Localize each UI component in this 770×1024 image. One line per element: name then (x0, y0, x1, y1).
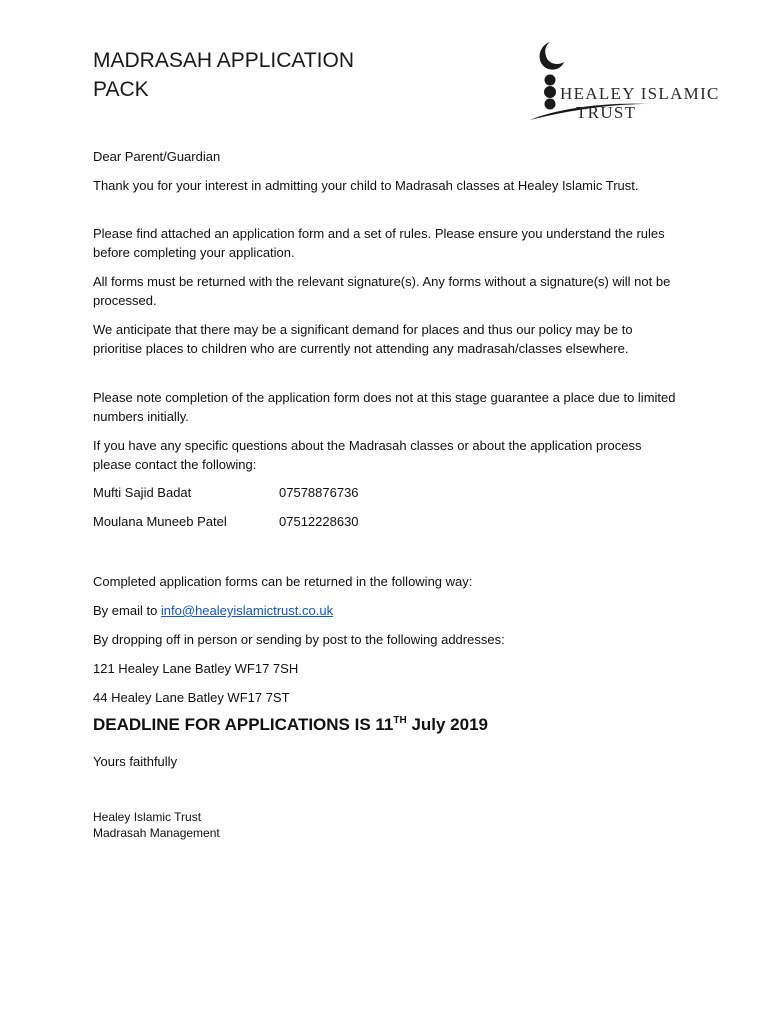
paragraph-thanks: Thank you for your interest in admitting your child to Madrasah classes at Healey Islamic Trust. (93, 178, 639, 193)
returns-intro: Completed application forms can be returned in the following way: (93, 574, 473, 589)
email-prefix: By email to (93, 603, 161, 618)
signature-org: Healey Islamic Trust (93, 810, 202, 824)
deadline-ordinal: TH (393, 715, 407, 726)
email-link[interactable]: info@healeyislamictrust.co.uk (160, 603, 334, 618)
title-line-2: PACK (93, 78, 149, 101)
paragraph-demand: We anticipate that there may be a significant demand for places and thus our policy may be to prioritise places to children who are currently not attending any madrasah/classes elsewhere. (93, 322, 633, 357)
page-title (93, 46, 354, 104)
contact-name: Mufti Sajid Badat (93, 485, 192, 500)
logo-text-line-2: TRUST (576, 103, 637, 122)
valediction: Yours faithfully (93, 754, 178, 769)
returns-post-intro: By dropping off in person or sending by post to the following addresses: (93, 632, 505, 647)
title-line-1: MADRASAH APPLICATION (93, 49, 355, 72)
contact-phone: 07512228630 (279, 514, 359, 529)
contact-name: Moulana Muneeb Patel (93, 514, 227, 529)
deadline-date: July 2019 (406, 715, 488, 734)
salutation: Dear Parent/Guardian (93, 149, 221, 164)
signature-dept: Madrasah Management (93, 826, 220, 840)
address-1: 121 Healey Lane Batley WF17 7SH (93, 661, 299, 676)
address-2: 44 Healey Lane Batley WF17 7ST (93, 690, 290, 705)
healey-islamic-trust-logo (528, 38, 718, 128)
deadline-heading (93, 715, 488, 735)
paragraph-no-guarantee: Please note completion of the application form does not at this stage guarantee a place due to limited numbers initially. (93, 390, 676, 425)
contact-phone: 07578876736 (279, 485, 359, 500)
paragraph-attached-form: Please find attached an application form and a set of rules. Please ensure you understand the rules before completing your application. (93, 226, 665, 261)
deadline-prefix: DEADLINE FOR APPLICATIONS IS 11 (93, 715, 394, 734)
returns-email-line (93, 601, 683, 620)
logo-text-line-1: HEALEY ISLAMIC (560, 84, 720, 103)
paragraph-questions: If you have any specific questions about the Madrasah classes or about the application process please contact the following: (93, 438, 642, 473)
paragraph-signatures: All forms must be returned with the relevant signature(s). Any forms without a signature(s) will not be processed. (93, 274, 671, 309)
